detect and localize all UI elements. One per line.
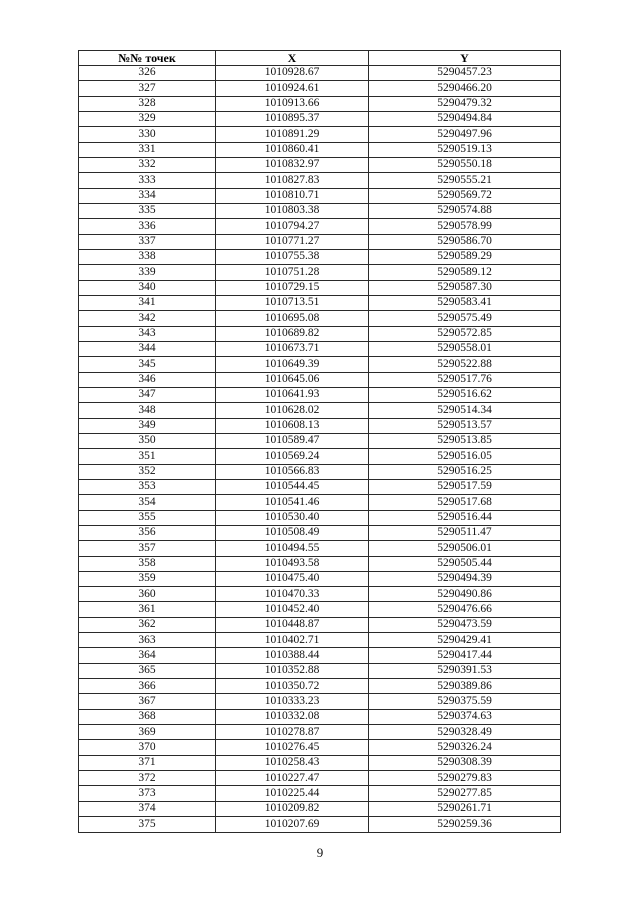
y-value-cell: 5290429.41 bbox=[369, 633, 561, 648]
point-number-cell: 335 bbox=[79, 203, 216, 218]
y-value-cell: 5290497.96 bbox=[369, 127, 561, 142]
point-number-cell: 342 bbox=[79, 311, 216, 326]
table-row bbox=[79, 96, 561, 111]
x-value-cell: 1010544.45 bbox=[216, 479, 369, 494]
table-row bbox=[79, 725, 561, 740]
table-row bbox=[79, 295, 561, 310]
table-row bbox=[79, 66, 561, 81]
point-number-cell: 334 bbox=[79, 188, 216, 203]
point-number-cell: 330 bbox=[79, 127, 216, 142]
table-row bbox=[79, 786, 561, 801]
x-value-cell: 1010827.83 bbox=[216, 173, 369, 188]
point-number-cell: 331 bbox=[79, 142, 216, 157]
x-value-cell: 1010641.93 bbox=[216, 387, 369, 402]
point-number-cell: 368 bbox=[79, 709, 216, 724]
table-row bbox=[79, 418, 561, 433]
x-value-cell: 1010227.47 bbox=[216, 771, 369, 786]
y-value-cell: 5290587.30 bbox=[369, 280, 561, 295]
y-value-cell: 5290583.41 bbox=[369, 295, 561, 310]
point-number-cell: 366 bbox=[79, 679, 216, 694]
y-value-cell: 5290490.86 bbox=[369, 587, 561, 602]
point-number-cell: 358 bbox=[79, 556, 216, 571]
y-value-cell: 5290375.59 bbox=[369, 694, 561, 709]
point-number-cell: 333 bbox=[79, 173, 216, 188]
table-row bbox=[79, 433, 561, 448]
point-number-cell: 329 bbox=[79, 111, 216, 126]
column-header-y: Y bbox=[369, 51, 561, 66]
x-value-cell: 1010755.38 bbox=[216, 249, 369, 264]
point-number-cell: 326 bbox=[79, 66, 216, 81]
table-row bbox=[79, 587, 561, 602]
point-number-cell: 349 bbox=[79, 418, 216, 433]
page-number: 9 bbox=[316, 845, 324, 860]
y-value-cell: 5290374.63 bbox=[369, 709, 561, 724]
point-number-cell: 356 bbox=[79, 525, 216, 540]
y-value-cell: 5290261.71 bbox=[369, 801, 561, 816]
point-number-cell: 332 bbox=[79, 157, 216, 172]
y-value-cell: 5290572.85 bbox=[369, 326, 561, 341]
point-number-cell: 362 bbox=[79, 617, 216, 632]
x-value-cell: 1010508.49 bbox=[216, 525, 369, 540]
y-value-cell: 5290517.59 bbox=[369, 479, 561, 494]
table-row bbox=[79, 801, 561, 816]
table-row bbox=[79, 694, 561, 709]
x-value-cell: 1010649.39 bbox=[216, 357, 369, 372]
point-number-cell: 343 bbox=[79, 326, 216, 341]
y-value-cell: 5290259.36 bbox=[369, 817, 561, 833]
y-value-cell: 5290391.53 bbox=[369, 663, 561, 678]
y-value-cell: 5290516.05 bbox=[369, 449, 561, 464]
point-number-cell: 363 bbox=[79, 633, 216, 648]
point-number-cell: 348 bbox=[79, 403, 216, 418]
x-value-cell: 1010645.06 bbox=[216, 372, 369, 387]
x-value-cell: 1010589.47 bbox=[216, 433, 369, 448]
x-value-cell: 1010207.69 bbox=[216, 817, 369, 833]
point-number-cell: 336 bbox=[79, 219, 216, 234]
table-body bbox=[79, 66, 561, 833]
x-value-cell: 1010751.28 bbox=[216, 265, 369, 280]
y-value-cell: 5290569.72 bbox=[369, 188, 561, 203]
x-value-cell: 1010628.02 bbox=[216, 403, 369, 418]
table-row bbox=[79, 188, 561, 203]
x-value-cell: 1010352.88 bbox=[216, 663, 369, 678]
x-value-cell: 1010566.83 bbox=[216, 464, 369, 479]
y-value-cell: 5290506.01 bbox=[369, 541, 561, 556]
table-row bbox=[79, 265, 561, 280]
y-value-cell: 5290328.49 bbox=[369, 725, 561, 740]
x-value-cell: 1010695.08 bbox=[216, 311, 369, 326]
point-number-cell: 341 bbox=[79, 295, 216, 310]
x-value-cell: 1010928.67 bbox=[216, 66, 369, 81]
table-row bbox=[79, 633, 561, 648]
column-header-point-number: №№ точек bbox=[79, 51, 216, 66]
point-number-cell: 337 bbox=[79, 234, 216, 249]
table-row bbox=[79, 817, 561, 833]
point-number-cell: 351 bbox=[79, 449, 216, 464]
y-value-cell: 5290578.99 bbox=[369, 219, 561, 234]
table-row bbox=[79, 357, 561, 372]
table-row bbox=[79, 372, 561, 387]
point-number-cell: 365 bbox=[79, 663, 216, 678]
x-value-cell: 1010530.40 bbox=[216, 510, 369, 525]
table-row bbox=[79, 679, 561, 694]
x-value-cell: 1010891.29 bbox=[216, 127, 369, 142]
x-value-cell: 1010402.71 bbox=[216, 633, 369, 648]
y-value-cell: 5290457.23 bbox=[369, 66, 561, 81]
table-row bbox=[79, 142, 561, 157]
y-value-cell: 5290517.76 bbox=[369, 372, 561, 387]
table-row bbox=[79, 771, 561, 786]
y-value-cell: 5290516.62 bbox=[369, 387, 561, 402]
y-value-cell: 5290511.47 bbox=[369, 525, 561, 540]
y-value-cell: 5290466.20 bbox=[369, 81, 561, 96]
y-value-cell: 5290517.68 bbox=[369, 495, 561, 510]
point-number-cell: 371 bbox=[79, 755, 216, 770]
x-value-cell: 1010803.38 bbox=[216, 203, 369, 218]
point-number-cell: 374 bbox=[79, 801, 216, 816]
x-value-cell: 1010810.71 bbox=[216, 188, 369, 203]
y-value-cell: 5290494.84 bbox=[369, 111, 561, 126]
x-value-cell: 1010895.37 bbox=[216, 111, 369, 126]
point-number-cell: 346 bbox=[79, 372, 216, 387]
x-value-cell: 1010689.82 bbox=[216, 326, 369, 341]
point-number-cell: 328 bbox=[79, 96, 216, 111]
y-value-cell: 5290494.39 bbox=[369, 571, 561, 586]
x-value-cell: 1010475.40 bbox=[216, 571, 369, 586]
table-row bbox=[79, 648, 561, 663]
table-row bbox=[79, 479, 561, 494]
table-row bbox=[79, 311, 561, 326]
x-value-cell: 1010448.87 bbox=[216, 617, 369, 632]
table-row bbox=[79, 280, 561, 295]
x-value-cell: 1010924.61 bbox=[216, 81, 369, 96]
point-number-cell: 338 bbox=[79, 249, 216, 264]
coordinates-table bbox=[78, 50, 561, 833]
point-number-cell: 345 bbox=[79, 357, 216, 372]
x-value-cell: 1010673.71 bbox=[216, 341, 369, 356]
table-row bbox=[79, 663, 561, 678]
table-row bbox=[79, 449, 561, 464]
x-value-cell: 1010209.82 bbox=[216, 801, 369, 816]
y-value-cell: 5290589.29 bbox=[369, 249, 561, 264]
table-row bbox=[79, 541, 561, 556]
point-number-cell: 352 bbox=[79, 464, 216, 479]
table-row bbox=[79, 173, 561, 188]
table-row bbox=[79, 709, 561, 724]
table-row bbox=[79, 111, 561, 126]
y-value-cell: 5290505.44 bbox=[369, 556, 561, 571]
point-number-cell: 353 bbox=[79, 479, 216, 494]
y-value-cell: 5290575.49 bbox=[369, 311, 561, 326]
table-row bbox=[79, 556, 561, 571]
x-value-cell: 1010333.23 bbox=[216, 694, 369, 709]
x-value-cell: 1010452.40 bbox=[216, 602, 369, 617]
x-value-cell: 1010860.41 bbox=[216, 142, 369, 157]
y-value-cell: 5290586.70 bbox=[369, 234, 561, 249]
table-row bbox=[79, 234, 561, 249]
y-value-cell: 5290555.21 bbox=[369, 173, 561, 188]
point-number-cell: 354 bbox=[79, 495, 216, 510]
table-row bbox=[79, 495, 561, 510]
table-row bbox=[79, 740, 561, 755]
x-value-cell: 1010713.51 bbox=[216, 295, 369, 310]
point-number-cell: 360 bbox=[79, 587, 216, 602]
point-number-cell: 370 bbox=[79, 740, 216, 755]
table-row bbox=[79, 203, 561, 218]
table-header-row bbox=[79, 51, 561, 66]
x-value-cell: 1010771.27 bbox=[216, 234, 369, 249]
y-value-cell: 5290473.59 bbox=[369, 617, 561, 632]
y-value-cell: 5290326.24 bbox=[369, 740, 561, 755]
x-value-cell: 1010258.43 bbox=[216, 755, 369, 770]
point-number-cell: 372 bbox=[79, 771, 216, 786]
y-value-cell: 5290516.25 bbox=[369, 464, 561, 479]
point-number-cell: 361 bbox=[79, 602, 216, 617]
table-row bbox=[79, 326, 561, 341]
column-header-x: X bbox=[216, 51, 369, 66]
table-row bbox=[79, 127, 561, 142]
y-value-cell: 5290513.57 bbox=[369, 418, 561, 433]
x-value-cell: 1010913.66 bbox=[216, 96, 369, 111]
table-row bbox=[79, 755, 561, 770]
point-number-cell: 357 bbox=[79, 541, 216, 556]
point-number-cell: 340 bbox=[79, 280, 216, 295]
point-number-cell: 364 bbox=[79, 648, 216, 663]
x-value-cell: 1010729.15 bbox=[216, 280, 369, 295]
x-value-cell: 1010541.46 bbox=[216, 495, 369, 510]
table-row bbox=[79, 403, 561, 418]
x-value-cell: 1010494.55 bbox=[216, 541, 369, 556]
point-number-cell: 344 bbox=[79, 341, 216, 356]
point-number-cell: 359 bbox=[79, 571, 216, 586]
x-value-cell: 1010832.97 bbox=[216, 157, 369, 172]
point-number-cell: 369 bbox=[79, 725, 216, 740]
table-row bbox=[79, 249, 561, 264]
y-value-cell: 5290514.34 bbox=[369, 403, 561, 418]
point-number-cell: 355 bbox=[79, 510, 216, 525]
point-number-cell: 373 bbox=[79, 786, 216, 801]
y-value-cell: 5290522.88 bbox=[369, 357, 561, 372]
table-row bbox=[79, 571, 561, 586]
y-value-cell: 5290417.44 bbox=[369, 648, 561, 663]
x-value-cell: 1010794.27 bbox=[216, 219, 369, 234]
x-value-cell: 1010569.24 bbox=[216, 449, 369, 464]
table-row bbox=[79, 525, 561, 540]
point-number-cell: 327 bbox=[79, 81, 216, 96]
y-value-cell: 5290479.32 bbox=[369, 96, 561, 111]
y-value-cell: 5290476.66 bbox=[369, 602, 561, 617]
x-value-cell: 1010350.72 bbox=[216, 679, 369, 694]
y-value-cell: 5290308.39 bbox=[369, 755, 561, 770]
y-value-cell: 5290519.13 bbox=[369, 142, 561, 157]
table-row bbox=[79, 387, 561, 402]
x-value-cell: 1010332.08 bbox=[216, 709, 369, 724]
point-number-cell: 375 bbox=[79, 817, 216, 833]
point-number-cell: 350 bbox=[79, 433, 216, 448]
y-value-cell: 5290574.88 bbox=[369, 203, 561, 218]
x-value-cell: 1010470.33 bbox=[216, 587, 369, 602]
table-row bbox=[79, 510, 561, 525]
y-value-cell: 5290516.44 bbox=[369, 510, 561, 525]
y-value-cell: 5290550.18 bbox=[369, 157, 561, 172]
y-value-cell: 5290279.83 bbox=[369, 771, 561, 786]
point-number-cell: 367 bbox=[79, 694, 216, 709]
x-value-cell: 1010388.44 bbox=[216, 648, 369, 663]
y-value-cell: 5290389.86 bbox=[369, 679, 561, 694]
y-value-cell: 5290589.12 bbox=[369, 265, 561, 280]
point-number-cell: 347 bbox=[79, 387, 216, 402]
table-row bbox=[79, 617, 561, 632]
point-number-cell: 339 bbox=[79, 265, 216, 280]
x-value-cell: 1010225.44 bbox=[216, 786, 369, 801]
y-value-cell: 5290513.85 bbox=[369, 433, 561, 448]
table-row bbox=[79, 157, 561, 172]
table-row bbox=[79, 81, 561, 96]
x-value-cell: 1010278.87 bbox=[216, 725, 369, 740]
table-row bbox=[79, 602, 561, 617]
table-row bbox=[79, 341, 561, 356]
x-value-cell: 1010493.58 bbox=[216, 556, 369, 571]
x-value-cell: 1010608.13 bbox=[216, 418, 369, 433]
y-value-cell: 5290277.85 bbox=[369, 786, 561, 801]
table-row bbox=[79, 464, 561, 479]
y-value-cell: 5290558.01 bbox=[369, 341, 561, 356]
table-row bbox=[79, 219, 561, 234]
x-value-cell: 1010276.45 bbox=[216, 740, 369, 755]
